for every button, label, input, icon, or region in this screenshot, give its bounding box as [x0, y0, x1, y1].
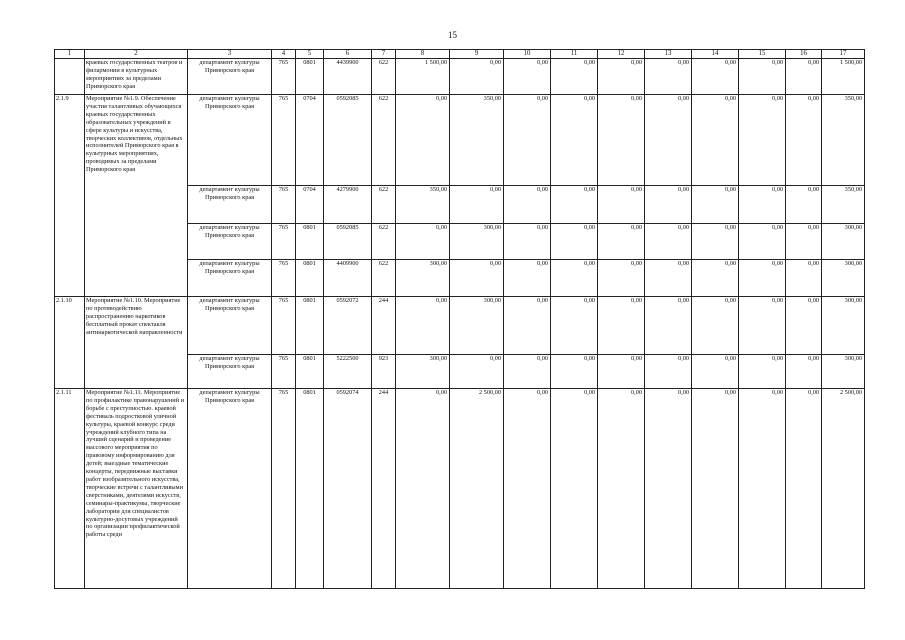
responsible-department: департамент культуры Приморского края: [188, 224, 272, 260]
activity-description: Мероприятие №1.9. Обеспечение участия талантливых обучающихся краевых государственных образовательных учреждений в сфере культуры и искусства, творческих коллективов, отдельных исполнителей Приморского края в культурных мероприятиях, проводимых за пределами Приморского края: [85, 95, 188, 297]
amount-col-15: 0,00: [739, 389, 786, 589]
budget-code-c6: 0592085: [324, 95, 372, 186]
amount-col-8: 300,00: [396, 355, 450, 389]
budget-code-c5: 0801: [296, 297, 324, 355]
column-header-15: 15: [739, 50, 786, 59]
amount-col-16: 0,00: [786, 260, 822, 297]
column-number-header: [55, 50, 865, 59]
amount-col-12: 0,00: [598, 95, 645, 186]
budget-code-c6: 4409900: [324, 260, 372, 297]
amount-col-15: 0,00: [739, 59, 786, 95]
amount-col-9: 0,00: [450, 186, 504, 224]
table-row: [55, 297, 865, 355]
table-row: [55, 59, 865, 95]
amount-col-8: 300,00: [396, 260, 450, 297]
amount-col-10: 0,00: [504, 186, 551, 224]
amount-col-12: 0,00: [598, 186, 645, 224]
amount-col-13: 0,00: [645, 224, 692, 260]
budget-code-c5: 0801: [296, 389, 324, 589]
amount-col-11: 0,00: [551, 59, 598, 95]
amount-col-11: 0,00: [551, 186, 598, 224]
budget-code-c7: 622: [372, 59, 396, 95]
row-index: 2.1.10: [55, 297, 85, 389]
budget-code-c5: 0801: [296, 224, 324, 260]
amount-col-13: 0,00: [645, 297, 692, 355]
amount-col-17: 350,00: [822, 186, 865, 224]
budget-code-c4: 765: [272, 224, 296, 260]
budget-code-c7: 923: [372, 355, 396, 389]
budget-code-c6: 0592072: [324, 297, 372, 355]
amount-col-10: 0,00: [504, 224, 551, 260]
amount-col-15: 0,00: [739, 186, 786, 224]
amount-col-13: 0,00: [645, 355, 692, 389]
amount-col-13: 0,00: [645, 260, 692, 297]
amount-col-17: 350,00: [822, 95, 865, 186]
budget-code-c6: 5222500: [324, 355, 372, 389]
amount-col-9: 2 500,00: [450, 389, 504, 589]
responsible-department: департамент культуры Приморского края: [188, 297, 272, 355]
budget-code-c4: 765: [272, 95, 296, 186]
budget-code-c5: 0801: [296, 355, 324, 389]
amount-col-15: 0,00: [739, 355, 786, 389]
amount-col-10: 0,00: [504, 59, 551, 95]
budget-code-c7: 244: [372, 297, 396, 355]
amount-col-16: 0,00: [786, 355, 822, 389]
column-header-4: 4: [272, 50, 296, 59]
amount-col-15: 0,00: [739, 95, 786, 186]
column-header-14: 14: [692, 50, 739, 59]
column-header-17: 17: [822, 50, 865, 59]
row-index: 2.1.11: [55, 389, 85, 589]
amount-col-17: 1 500,00: [822, 59, 865, 95]
amount-col-16: 0,00: [786, 186, 822, 224]
budget-code-c6: 0592074: [324, 389, 372, 589]
column-header-7: 7: [372, 50, 396, 59]
budget-code-c5: 0801: [296, 260, 324, 297]
budget-code-c7: 622: [372, 260, 396, 297]
budget-code-c7: 622: [372, 224, 396, 260]
amount-col-16: 0,00: [786, 297, 822, 355]
amount-col-12: 0,00: [598, 297, 645, 355]
amount-col-11: 0,00: [551, 389, 598, 589]
amount-col-15: 0,00: [739, 224, 786, 260]
budget-code-c6: 4279900: [324, 186, 372, 224]
amount-col-11: 0,00: [551, 95, 598, 186]
activity-description: краевых государственных театров и филармонии в культурных мероприятиях за пределами Приморского края: [85, 59, 188, 95]
amount-col-12: 0,00: [598, 260, 645, 297]
amount-col-9: 300,00: [450, 297, 504, 355]
amount-col-14: 0,00: [692, 297, 739, 355]
table-row: [55, 389, 865, 589]
amount-col-17: 300,00: [822, 224, 865, 260]
amount-col-8: 0,00: [396, 297, 450, 355]
amount-col-15: 0,00: [739, 297, 786, 355]
column-header-10: 10: [504, 50, 551, 59]
row-index: 2.1.9: [55, 95, 85, 297]
column-header-1: 1: [55, 50, 85, 59]
amount-col-17: 300,00: [822, 260, 865, 297]
amount-col-14: 0,00: [692, 355, 739, 389]
responsible-department: департамент культуры Приморского края: [188, 389, 272, 589]
amount-col-13: 0,00: [645, 389, 692, 589]
column-header-11: 11: [551, 50, 598, 59]
column-header-2: 2: [85, 50, 188, 59]
budget-code-c5: 0704: [296, 95, 324, 186]
amount-col-14: 0,00: [692, 260, 739, 297]
budget-code-c4: 765: [272, 389, 296, 589]
column-header-3: 3: [188, 50, 272, 59]
column-header-6: 6: [324, 50, 372, 59]
budget-code-c4: 765: [272, 59, 296, 95]
amount-col-12: 0,00: [598, 389, 645, 589]
responsible-department: департамент культуры Приморского края: [188, 95, 272, 186]
responsible-department: департамент культуры Приморского края: [188, 59, 272, 95]
amount-col-14: 0,00: [692, 59, 739, 95]
amount-col-13: 0,00: [645, 186, 692, 224]
amount-col-8: 0,00: [396, 224, 450, 260]
budget-code-c5: 0704: [296, 186, 324, 224]
budget-code-c4: 765: [272, 297, 296, 355]
amount-col-8: 350,00: [396, 186, 450, 224]
amount-col-9: 0,00: [450, 355, 504, 389]
amount-col-14: 0,00: [692, 186, 739, 224]
column-header-5: 5: [296, 50, 324, 59]
amount-col-14: 0,00: [692, 389, 739, 589]
column-header-9: 9: [450, 50, 504, 59]
amount-col-11: 0,00: [551, 224, 598, 260]
amount-col-16: 0,00: [786, 59, 822, 95]
budget-code-c6: 4439900: [324, 59, 372, 95]
amount-col-17: 2 500,00: [822, 389, 865, 589]
amount-col-8: 0,00: [396, 95, 450, 186]
amount-col-16: 0,00: [786, 389, 822, 589]
column-header-16: 16: [786, 50, 822, 59]
amount-col-9: 0,00: [450, 260, 504, 297]
amount-col-14: 0,00: [692, 95, 739, 186]
responsible-department: департамент культуры Приморского края: [188, 186, 272, 224]
amount-col-12: 0,00: [598, 224, 645, 260]
amount-col-17: 300,00: [822, 297, 865, 355]
amount-col-11: 0,00: [551, 297, 598, 355]
budget-code-c7: 622: [372, 95, 396, 186]
budget-code-c4: 765: [272, 355, 296, 389]
amount-col-10: 0,00: [504, 95, 551, 186]
amount-col-12: 0,00: [598, 355, 645, 389]
responsible-department: департамент культуры Приморского края: [188, 355, 272, 389]
budget-code-c5: 0801: [296, 59, 324, 95]
amount-col-11: 0,00: [551, 355, 598, 389]
amount-col-9: 0,00: [450, 59, 504, 95]
amount-col-8: 1 500,00: [396, 59, 450, 95]
amount-col-14: 0,00: [692, 224, 739, 260]
responsible-department: департамент культуры Приморского края: [188, 260, 272, 297]
amount-col-15: 0,00: [739, 260, 786, 297]
column-header-8: 8: [396, 50, 450, 59]
activity-description: Мероприятие №1.10. Мероприятие по противодействию распространению наркотиков бесплатный прокат спектакля антинаркотической направленности: [85, 297, 188, 389]
table-body: [55, 50, 865, 589]
amount-col-9: 300,00: [450, 224, 504, 260]
column-header-13: 13: [645, 50, 692, 59]
column-header-12: 12: [598, 50, 645, 59]
amount-col-13: 0,00: [645, 59, 692, 95]
amount-col-10: 0,00: [504, 389, 551, 589]
table-row: [55, 95, 865, 186]
row-index: [55, 59, 85, 95]
amount-col-16: 0,00: [786, 95, 822, 186]
budget-table: [54, 49, 865, 589]
budget-code-c4: 765: [272, 186, 296, 224]
amount-col-17: 300,00: [822, 355, 865, 389]
amount-col-12: 0,00: [598, 59, 645, 95]
budget-code-c4: 765: [272, 260, 296, 297]
budget-code-c7: 244: [372, 389, 396, 589]
amount-col-10: 0,00: [504, 297, 551, 355]
amount-col-10: 0,00: [504, 260, 551, 297]
budget-code-c7: 622: [372, 186, 396, 224]
page-number: 15: [448, 30, 457, 40]
amount-col-13: 0,00: [645, 95, 692, 186]
amount-col-16: 0,00: [786, 224, 822, 260]
amount-col-11: 0,00: [551, 260, 598, 297]
amount-col-10: 0,00: [504, 355, 551, 389]
budget-code-c6: 0592085: [324, 224, 372, 260]
activity-description: Мероприятие №1.11. Мероприятие по профилактике правонарушений и борьбе с преступностью. краевой фестиваль подростковой уличной культуры, краевой конкурс среди учреждений клубного типа на лучший сценарий и проведение массового мероприятия по правовому информированию для детей; выездные тематические концерты, передвижные выставки работ изобразительного искусства, творческие встречи с талантливыми сверстниками, деятелями искусств, семинары-практикумы, творческие лаборатории для специалистов культурно-досуговых учреждений по организации профилактической работы среди: [85, 389, 188, 589]
amount-col-9: 350,00: [450, 95, 504, 186]
amount-col-8: 0,00: [396, 389, 450, 589]
